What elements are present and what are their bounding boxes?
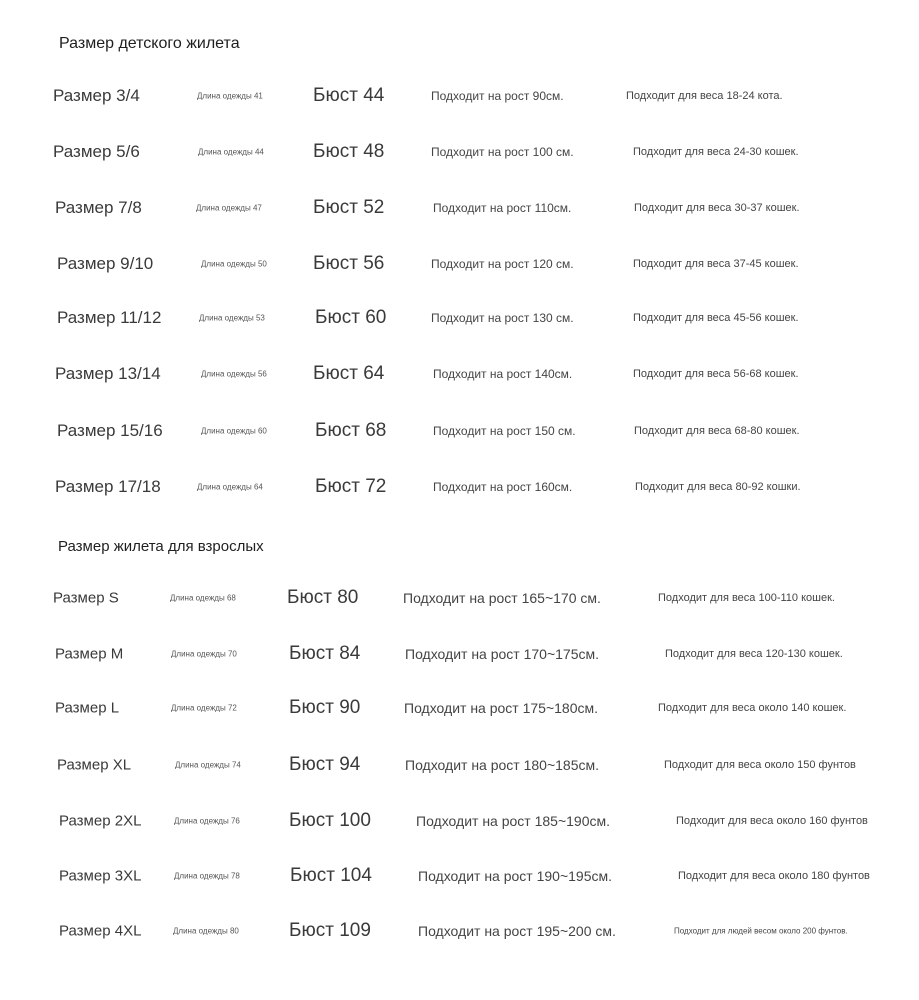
table-row xyxy=(0,81,919,111)
size-label: Размер S xyxy=(53,589,119,607)
garment-length: Длина одежды 60 xyxy=(201,426,267,436)
size-label: Размер 9/10 xyxy=(57,254,154,273)
bust-value: Бюст 56 xyxy=(313,253,385,274)
weight-range: Подходит для веса 24-30 кошек. xyxy=(633,146,799,158)
garment-length: Длина одежды 41 xyxy=(197,91,263,101)
bust-value: Бюст 44 xyxy=(313,85,385,106)
table-row xyxy=(0,137,919,167)
size-label: Размер 17/18 xyxy=(55,477,161,496)
garment-length: Длина одежды 47 xyxy=(196,203,262,213)
garment-length: Длина одежды 78 xyxy=(174,871,240,881)
table-row xyxy=(0,416,919,446)
weight-range: Подходит для веса 68-80 кошек. xyxy=(634,425,800,437)
garment-length: Длина одежды 68 xyxy=(170,593,236,603)
height-range: Подходит на рост 90см. xyxy=(431,89,564,103)
size-label: Размер 3XL xyxy=(59,867,142,885)
height-range: Подходит на рост 130 см. xyxy=(431,311,574,325)
bust-value: Бюст 104 xyxy=(290,865,372,886)
bust-value: Бюст 80 xyxy=(287,587,359,608)
page-title: Размер детского жилета xyxy=(59,35,240,52)
bust-value: Бюст 90 xyxy=(289,697,361,718)
height-range: Подходит на рост 195~200 см. xyxy=(418,923,616,939)
table-row xyxy=(0,472,919,502)
table-row xyxy=(0,693,919,723)
bust-value: Бюст 52 xyxy=(313,197,385,218)
weight-range: Подходит для веса около 160 фунтов xyxy=(676,815,868,827)
garment-length: Длина одежды 50 xyxy=(201,259,267,269)
bust-value: Бюст 72 xyxy=(315,476,387,497)
size-label: Размер 5/6 xyxy=(53,142,140,161)
size-label: Размер 4XL xyxy=(59,922,142,940)
garment-length: Длина одежды 53 xyxy=(199,313,265,323)
height-range: Подходит на рост 190~195см. xyxy=(418,868,613,884)
table-row xyxy=(0,583,919,613)
bust-value: Бюст 94 xyxy=(289,754,361,775)
weight-range: Подходит для веса 37-45 кошек. xyxy=(633,258,799,270)
size-label: Размер L xyxy=(55,699,120,717)
table-row xyxy=(0,249,919,279)
weight-range: Подходит для веса около 180 фунтов xyxy=(678,870,870,882)
table-row xyxy=(0,303,919,333)
height-range: Подходит на рост 175~180см. xyxy=(404,700,599,716)
size-label: Размер 11/12 xyxy=(57,308,162,327)
height-range: Подходит на рост 140см. xyxy=(433,367,573,381)
weight-range: Подходит для веса 30-37 кошек. xyxy=(634,202,800,214)
bust-value: Бюст 100 xyxy=(289,810,371,831)
weight-range: Подходит для веса 100-110 кошек. xyxy=(658,592,835,604)
height-range: Подходит на рост 120 см. xyxy=(431,257,574,271)
weight-range: Подходит для веса 18-24 кота. xyxy=(626,90,783,102)
page-title: Размер жилета для взрослых xyxy=(58,538,264,555)
bust-value: Бюст 109 xyxy=(289,920,371,941)
garment-length: Длина одежды 72 xyxy=(171,703,237,713)
weight-range: Подходит для веса 120-130 кошек. xyxy=(665,648,843,660)
table-row xyxy=(0,193,919,223)
garment-length: Длина одежды 80 xyxy=(173,926,239,936)
height-range: Подходит на рост 185~190см. xyxy=(416,813,611,829)
size-label: Размер XL xyxy=(57,756,132,774)
size-label: Размер 7/8 xyxy=(55,198,142,217)
weight-range: Подходит для веса около 150 фунтов xyxy=(664,759,856,771)
weight-range: Подходит для веса 45-56 кошек. xyxy=(633,312,799,324)
garment-length: Длина одежды 76 xyxy=(174,816,240,826)
height-range: Подходит на рост 150 см. xyxy=(433,424,576,438)
garment-length: Длина одежды 70 xyxy=(171,649,237,659)
bust-value: Бюст 84 xyxy=(289,643,361,664)
size-label: Размер 13/14 xyxy=(55,364,161,383)
bust-value: Бюст 48 xyxy=(313,141,385,162)
height-range: Подходит на рост 100 см. xyxy=(431,145,574,159)
table-row xyxy=(0,861,919,891)
bust-value: Бюст 68 xyxy=(315,420,387,441)
weight-range: Подходит для веса 56-68 кошек. xyxy=(633,368,799,380)
height-range: Подходит на рост 110см. xyxy=(433,201,572,215)
table-row xyxy=(0,916,919,946)
size-label: Размер 3/4 xyxy=(53,86,140,105)
size-label: Размер 15/16 xyxy=(57,421,163,440)
table-row xyxy=(0,806,919,836)
table-row xyxy=(0,639,919,669)
height-range: Подходит на рост 170~175см. xyxy=(405,646,600,662)
weight-range: Подходит для людей весом около 200 фунтов. xyxy=(674,926,848,936)
size-label: Размер 2XL xyxy=(59,812,142,830)
table-row xyxy=(0,750,919,780)
size-label: Размер M xyxy=(55,645,124,663)
height-range: Подходит на рост 165~170 см. xyxy=(403,590,601,606)
garment-length: Длина одежды 44 xyxy=(198,147,264,157)
weight-range: Подходит для веса около 140 кошек. xyxy=(658,702,847,714)
garment-length: Длина одежды 74 xyxy=(175,760,241,770)
weight-range: Подходит для веса 80-92 кошки. xyxy=(635,481,801,493)
height-range: Подходит на рост 180~185см. xyxy=(405,757,600,773)
height-range: Подходит на рост 160см. xyxy=(433,480,573,494)
garment-length: Длина одежды 56 xyxy=(201,369,267,379)
table-row xyxy=(0,359,919,389)
garment-length: Длина одежды 64 xyxy=(197,482,263,492)
bust-value: Бюст 60 xyxy=(315,307,387,328)
bust-value: Бюст 64 xyxy=(313,363,385,384)
